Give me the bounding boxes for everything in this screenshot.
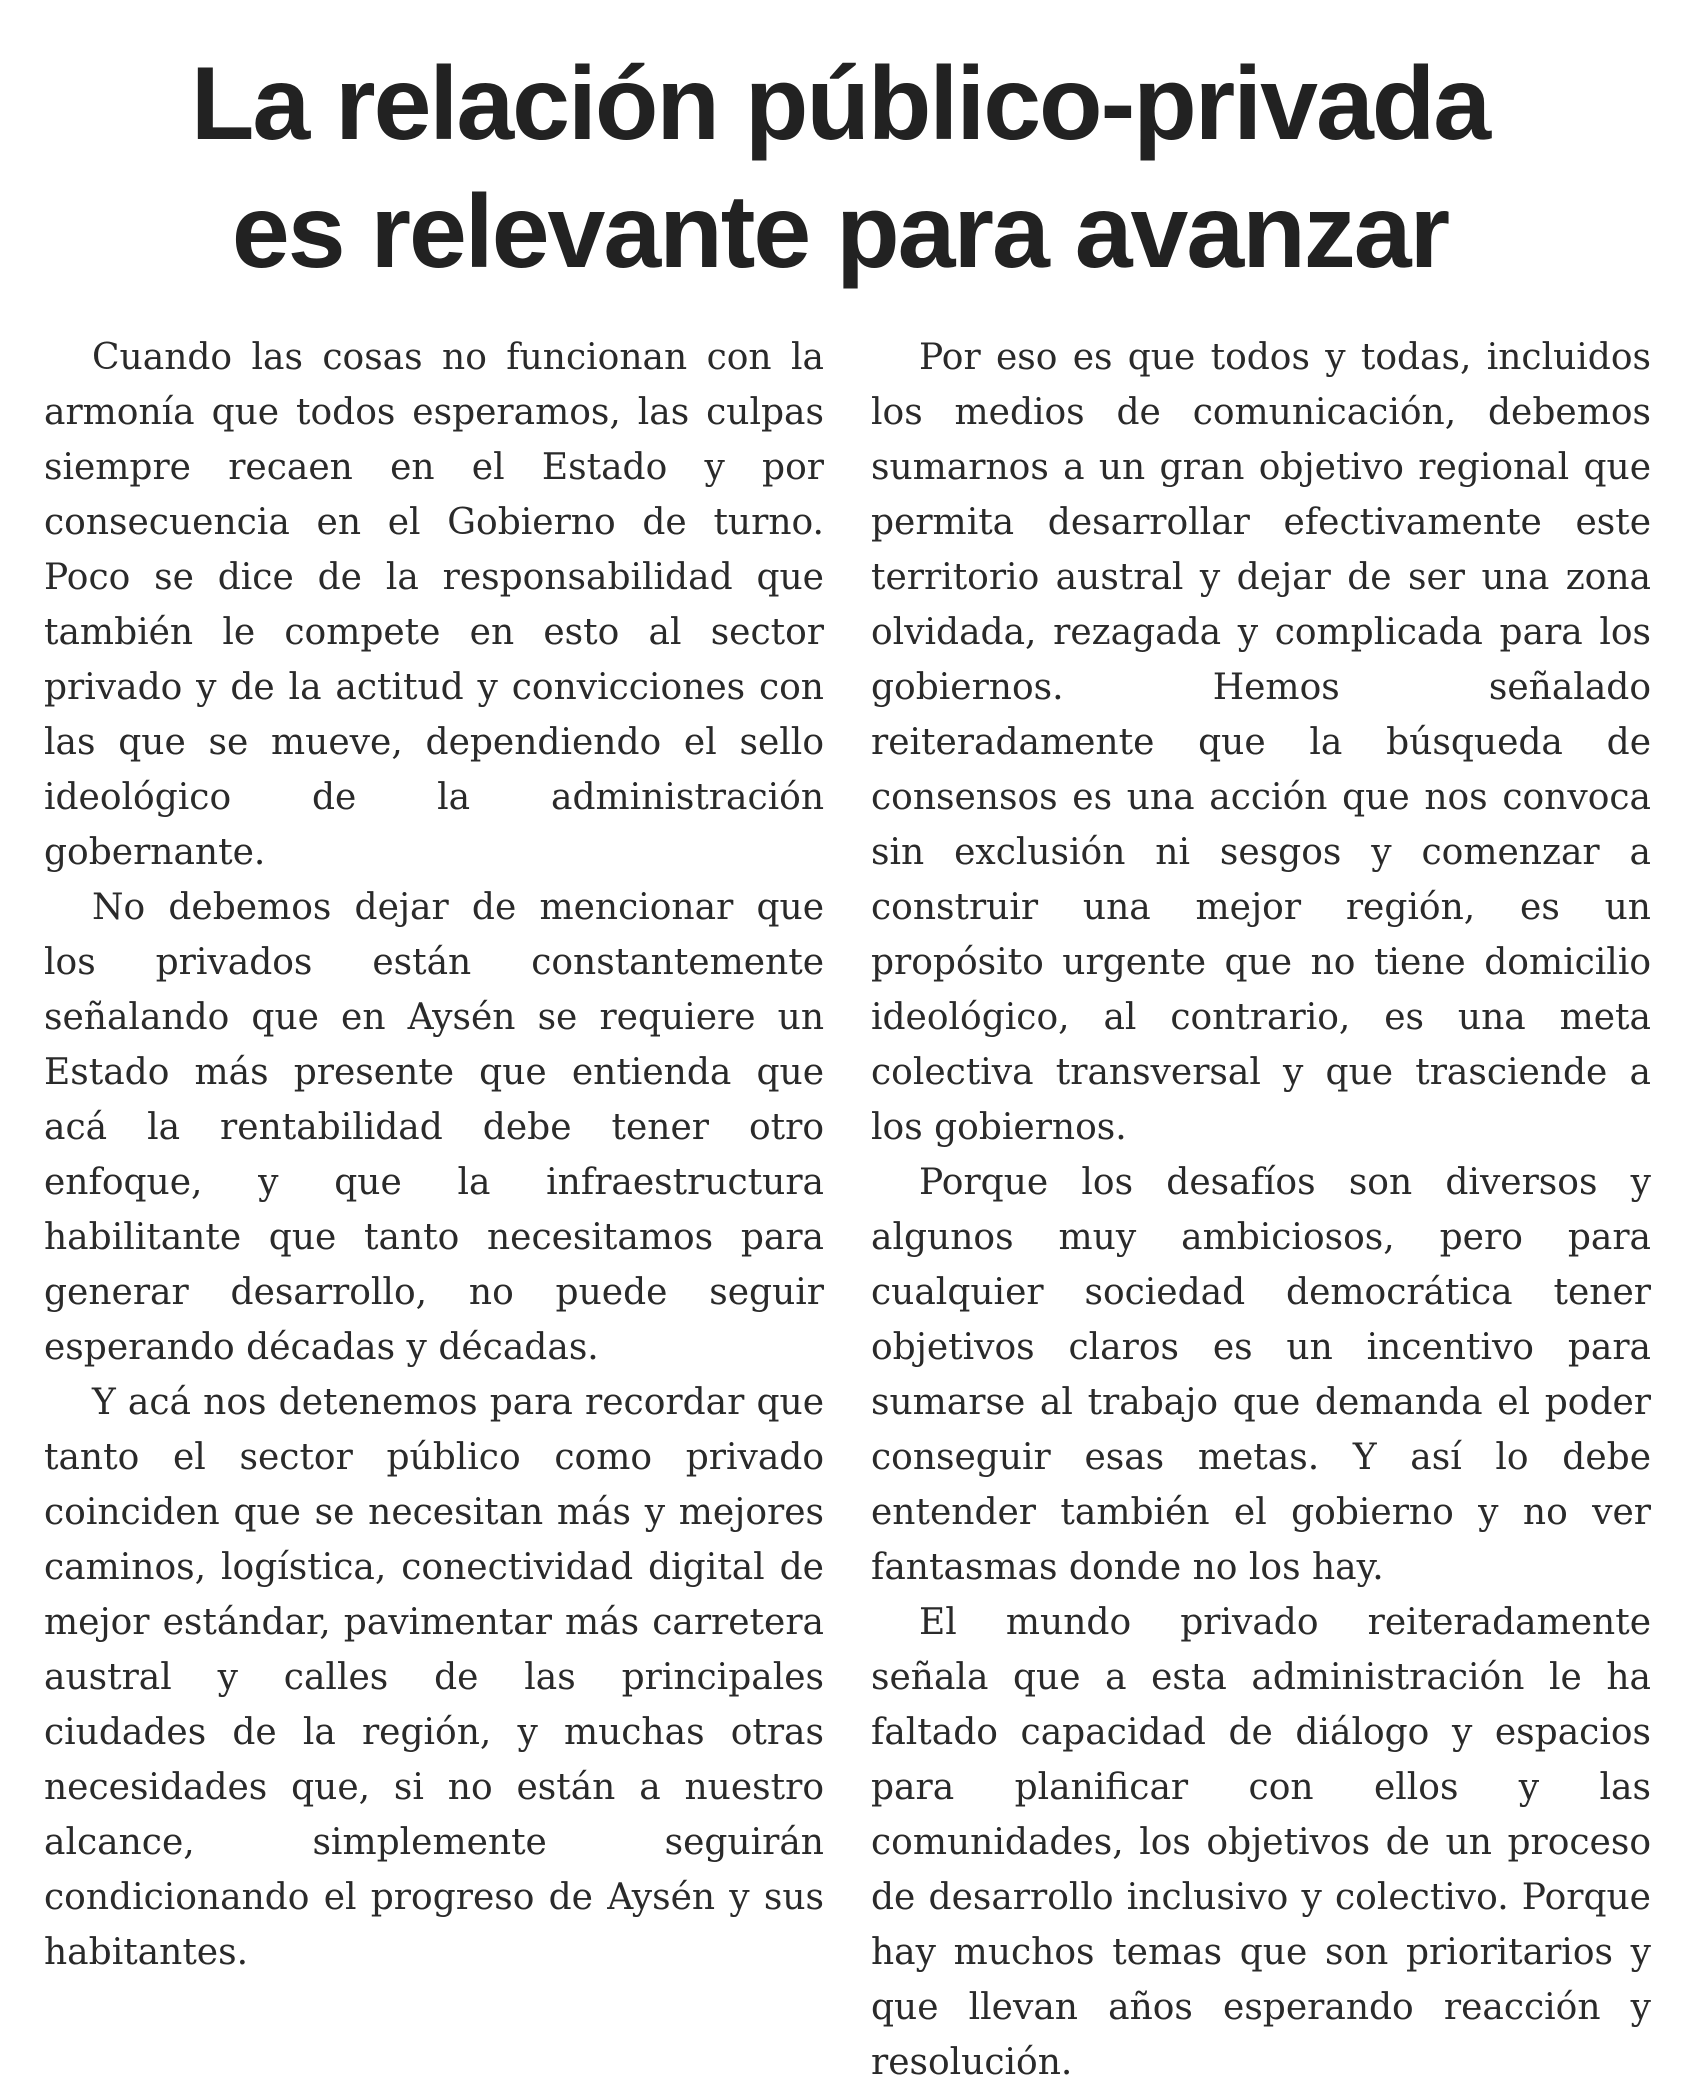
paragraph: No debemos dejar de mencionar que los privados están constantemente señalando que en Aysén se requiere un Estado más presente que entienda que acá la rentabilidad debe tener otro enfoque, y que la infraestructura habilitante que tanto necesitamos para generar desarrollo, no puede seguir esperando décadas y décadas. (44, 887, 824, 1368)
paragraph: Porque los desafíos son diversos y algunos muy ambiciosos, pero para cualquier sociedad democrática tener objetivos claros es un incentivo para sumarse al trabajo que demanda el poder conseguir esas metas. Y así lo debe entender también el gobierno y no ver fantasmas donde no los hay. (871, 1162, 1651, 1588)
left-column (44, 330, 824, 1980)
paragraph: El mundo privado reiteradamente señala que a esta administración le ha faltado capacidad de diálogo y espacios para planificar con ellos y las comunidades, los objetivos de un proceso de desarrollo inclusivo y colectivo. Porque hay muchos temas que son prioritarios y que llevan años esperando reacción y resolución. (871, 1602, 1651, 2083)
headline (60, 40, 1620, 296)
right-column (871, 330, 1651, 2090)
paragraph: Por eso es que todos y todas, incluidos los medios de comunicación, debemos sumarnos a un gran objetivo regional que permita desarrollar efectivamente este territorio austral y dejar de ser una zona olvidada, rezagada y complicada para los gobiernos. Hemos señalado reiteradamente que la búsqueda de consensos es una acción que nos convoca sin exclusión ni sesgos y comenzar a construir una mejor región, es un propósito urgente que no tiene domicilio ideológico, al contrario, es una meta colectiva transversal y que trasciende a los gobiernos. (871, 337, 1651, 1148)
paragraph: Y acá nos detenemos para recordar que tanto el sector público como privado coinciden que se necesitan más y mejores caminos, logística, conectividad digital de mejor estándar, pavimentar más carretera austral y calles de las principales ciudades de la región, y muchas otras necesidades que, si no están a nuestro alcance, simplemente seguirán condicionando el progreso de Aysén y sus habitantes. (44, 1382, 824, 1973)
paragraph: Cuando las cosas no funcionan con la armonía que todos esperamos, las culpas siempre recaen en el Estado y por consecuencia en el Gobierno de turno. Poco se dice de la responsabilidad que también le compete en esto al sector privado y de la actitud y convicciones con las que se mueve, dependiendo el sello ideológico de la administración gobernante. (44, 337, 824, 873)
headline-line-2: es relevante para avanzar (231, 174, 1449, 290)
headline-line-1: La relación público-privada (190, 46, 1490, 162)
